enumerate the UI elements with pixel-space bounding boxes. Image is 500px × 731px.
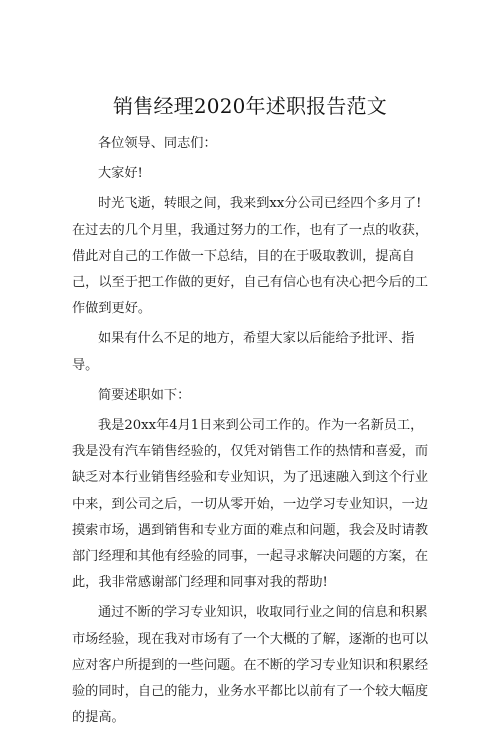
- document-body: [72, 131, 430, 731]
- salutation: 各位领导、同志们：: [98, 136, 217, 151]
- greeting: 大家好!: [98, 166, 143, 182]
- paragraph-3: 简要述职如下：: [98, 387, 191, 403]
- document-title: 销售经理2020年述职报告范文: [113, 94, 387, 118]
- paragraph-1: 时光飞逝，转眼之间，我来到xx分公司已经四个多月了!在过去的几个月里，我通过努力的工作，也有了一点的收获，借此对自己的工作做一下总结，目的在于吸取教训，提高自己，以至于把工作做的更好，自己有信心也有决心把今后的工作做到更好。: [72, 196, 429, 317]
- paragraph-4: 我是20xx年4月1日来到公司工作的。作为一名新员工，我是没有汽车销售经验的，仅凭对销售工作的热情和喜爱，而缺乏对本行业销售经验和专业知识，为了迅速融入到这个行业中来，到公司之后，一切从零开始，一边学习专业知识，一边摸索市场，遇到销售和专业方面的难点和问题，我会及时请教部门经理和其他有经验的同事，一起寻求解决问题的方案，在此，我非常感谢部门经理和同事对我的帮助!: [72, 418, 429, 591]
- paragraph-5: 通过不断的学习专业知识，收取同行业之间的信息和积累市场经验，现在我对市场有了一个大概的了解，逐渐的也可以应对客户所提到的一些问题。在不断的学习专业知识和积累经验的同时，自己的能力，业务水平都比以前有了一个较大幅度的提高。: [72, 605, 429, 726]
- paragraph-2: 如果有什么不足的地方，希望大家以后能给予批评、指导。: [72, 331, 415, 373]
